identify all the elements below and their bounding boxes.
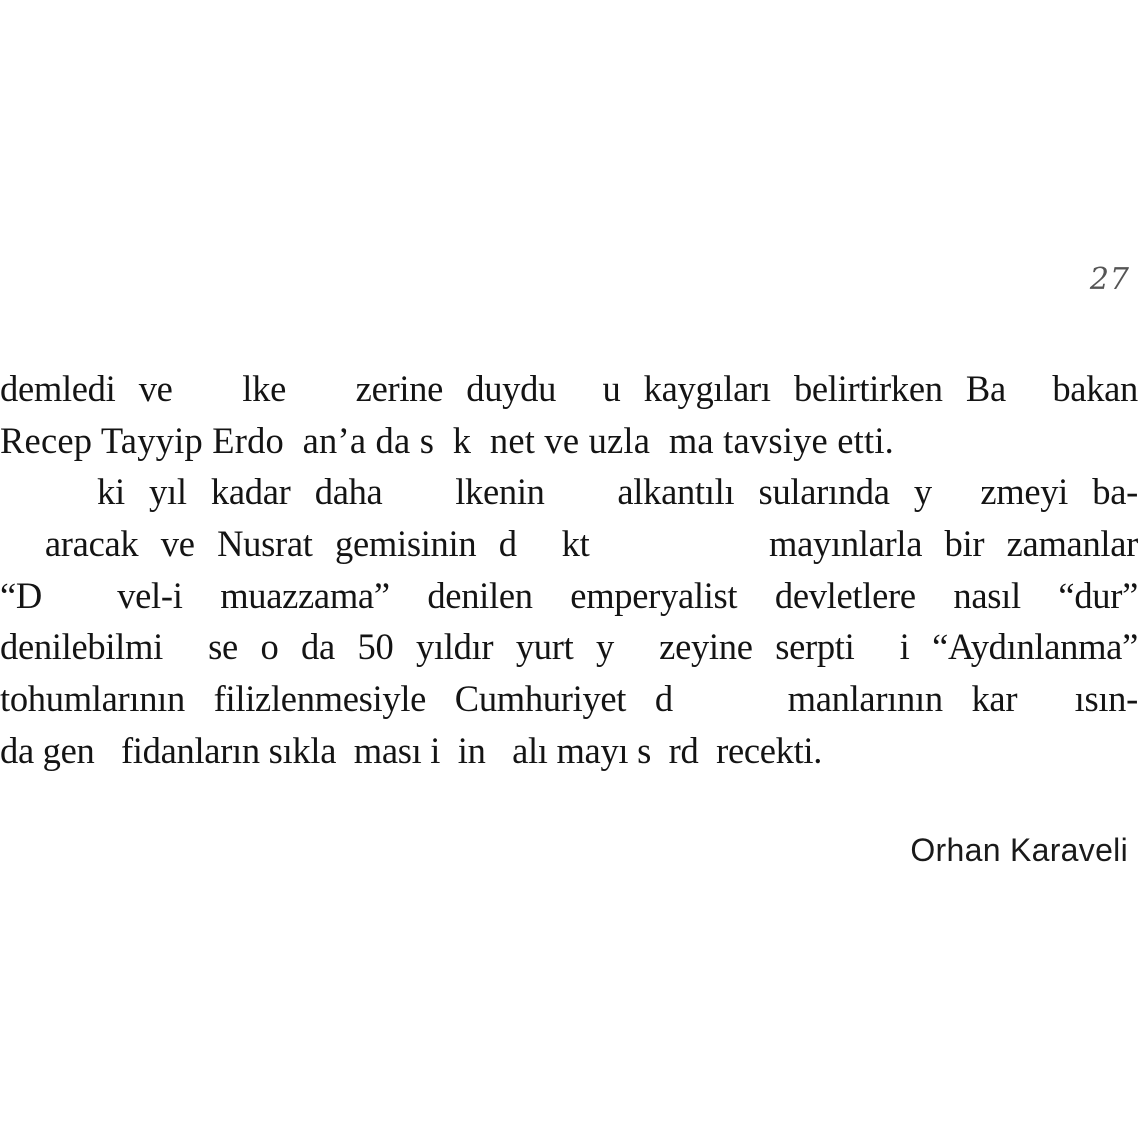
text-line: denilebilmi se o da 50 yıldır yurt y zeyine serpti i “Aydınlanma” (0, 626, 1138, 668)
text-line: ki yıl kadar daha lkenin alkantılı sularında y zmeyi ba- (0, 471, 1138, 513)
page-number: 27 (1089, 262, 1130, 297)
author-signature: Orhan Karaveli (910, 832, 1128, 868)
text-line: aracak ve Nusrat gemisinin d kt mayınlarla bir zamanlar (0, 523, 1138, 565)
text-line: “D vel-i muazzama” denilen emperyalist devletlere nasıl “dur” (0, 574, 1138, 616)
text-line: demledi ve lke zerine duydu u kaygıları belirtirken Ba bakan (0, 368, 1138, 409)
text-line: tohumlarının filizlenmesiyle Cumhuriyet d manlarının kar ısın- (0, 678, 1138, 720)
body-text (0, 363, 1138, 777)
text-line: Recep Tayyip Erdo an’a da s k net ve uzla ma tavsiye etti. (0, 419, 894, 461)
text-line: da gen fidanların sıkla ması i in alı mayı s rd recekti. (0, 729, 823, 771)
